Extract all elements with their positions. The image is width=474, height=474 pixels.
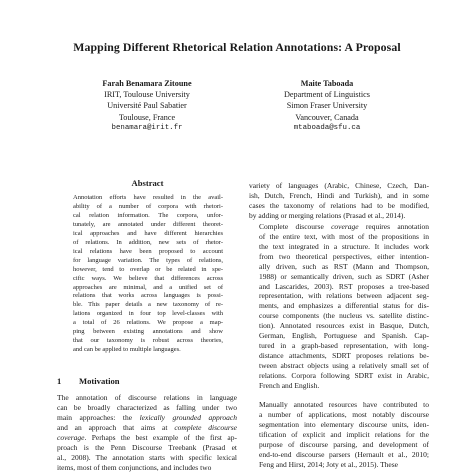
- author-block-2: [232, 78, 422, 134]
- text-line: representation, with relations between adjacent seg-: [259, 291, 429, 301]
- text-line: cal relation information. The corpora, unfor-: [73, 211, 223, 219]
- author-affiliation-line: Université Paul Sabatier: [107, 101, 187, 111]
- author-name: Maite Taboada: [300, 79, 354, 88]
- author-email: benamara@irit.fr: [111, 123, 183, 132]
- text-line: Manually annotated resources have contributed to: [259, 400, 429, 410]
- text-line: cases the taxonomy of relations had to be modified,: [249, 200, 429, 210]
- text-line: that our taxonomy is robust across theories,: [73, 337, 223, 345]
- text-line: and Lascarides, 2003). RST proposes a tree-based: [259, 281, 429, 291]
- text-line: from two theoretical perspectives, either intention-: [259, 251, 429, 261]
- author-block-1: [52, 78, 242, 134]
- text-line: and an approach that aims at complete discourse: [57, 422, 237, 432]
- text-line: distance attachments, SDRT proposes relations be-: [259, 351, 429, 361]
- text-line: tured in a graph-based representation, with long-: [259, 341, 429, 351]
- motivation-body: [57, 393, 237, 473]
- text-line: cific ways. We believe that differences across: [73, 274, 223, 282]
- text-line: ble. This paper details a new taxonomy of re-: [73, 301, 223, 309]
- paper-title: Mapping Different Rhetorical Relation Annotations: A Proposal: [73, 40, 401, 54]
- text-line: and can be applied to multiple languages.: [73, 346, 181, 354]
- text-line: tion). Annotated resources exist in Basque, Dutch,: [259, 321, 429, 331]
- right-column: [249, 181, 429, 470]
- abstract-body: [73, 194, 223, 355]
- text-line: Feng and Hirst, 2014; Joty et al., 2015). These: [259, 459, 399, 469]
- text-line: items, most of them conjunctions, and includes two: [57, 462, 212, 472]
- text-line: 1988) or semantically driven, such as SDRT (Asher: [259, 271, 429, 281]
- text-line: Complete discourse coverage requires annotation: [259, 221, 429, 231]
- text-line: lations organized in four top level-classes with: [73, 310, 223, 318]
- text-line: segmentation into elementary discourse units, iden-: [259, 419, 429, 429]
- text-line: coverage. Perhaps the best example of the first ap-: [57, 432, 237, 442]
- text-line: relations. Corpora following SDRT exist in Arabic,: [259, 371, 429, 381]
- text-line: of the entire text, with most of the propositions in: [259, 231, 429, 241]
- text-line: purpose of discourse parsing, and development of: [259, 439, 429, 449]
- text-line: The annotation of discourse relations in language: [57, 393, 237, 402]
- text-line: ally driven, such as RST (Mann and Thompson,: [259, 261, 429, 271]
- text-line: ments, and emphasizes a differential status for dis-: [259, 301, 429, 311]
- text-line: however, tend to overlap or be related in spe-: [73, 265, 223, 273]
- text-line: ability of a number of corpora with rhetori-: [73, 202, 223, 210]
- paragraph: [249, 222, 429, 391]
- text-line: variety of languages (Arabic, Chinese, Czech, Dan-: [249, 181, 429, 190]
- section-number: 1: [57, 376, 62, 386]
- section-heading: [57, 376, 237, 386]
- section-title: Motivation: [79, 376, 120, 386]
- paragraph: [249, 181, 429, 221]
- text-line: proach is the Penn Discourse Treebank (Prasad et: [57, 442, 237, 452]
- text-line: of relations. In addition, new sets of rhetor-: [73, 238, 223, 246]
- text-line: tween abstract objects using a relatively small set of: [259, 361, 429, 371]
- author-affiliation-line: Department of Linguistics: [284, 90, 370, 100]
- author-affiliation-line: IRIT, Toulouse University: [104, 90, 190, 100]
- author-affiliation-line: Toulouse, France: [118, 112, 176, 122]
- author-affiliation-line: Simon Fraser University: [286, 101, 368, 111]
- text-line: main approaches: the lexically grounded approach: [57, 412, 237, 422]
- text-line: approaches are minimal, and a unified set of: [73, 283, 223, 291]
- text-line: the text integrated in a structure. It includes work: [259, 241, 429, 251]
- text-line: for language variation. The types of relations,: [73, 256, 223, 264]
- abstract-heading: Abstract: [131, 178, 164, 188]
- text-line: al., 2008). The annotation starts with specific lexical: [57, 452, 237, 462]
- author-affiliation-line: Vancouver, Canada: [295, 112, 359, 122]
- text-line: ical relations have been proposed to account: [73, 247, 223, 255]
- author-name: Farah Benamara Zitoune: [102, 79, 192, 88]
- text-line: end-to-end discourse parsers (Hernault et al., 2010;: [259, 449, 429, 459]
- text-line: tunately, are annotated under different theoret-: [73, 220, 223, 228]
- text-line: by adding or merging relations (Prasad et al., 2014).: [249, 210, 406, 220]
- text-line: Annotation efforts have resulted in the avail-: [73, 194, 223, 201]
- paragraph: [249, 400, 429, 470]
- author-email: mtaboada@sfu.ca: [293, 123, 361, 132]
- text-line: ical approaches and have different hierarchies: [73, 229, 223, 237]
- text-line: relations that works across languages is possi-: [73, 292, 223, 300]
- text-line: a total of 26 relations. We propose a map-: [73, 319, 223, 327]
- text-line: ish, Dutch, French, Hindi and Turkish), and in some: [249, 190, 429, 200]
- text-line: tification of explicit and implicit relations for the: [259, 429, 429, 439]
- text-line: a number of applications, most notably discourse: [259, 409, 429, 419]
- text-line: ping between existing annotations and show: [73, 328, 223, 336]
- text-line: can be broadly characterized as falling under two: [57, 402, 237, 412]
- text-line: French and English.: [259, 381, 320, 391]
- text-line: course components (the nucleus vs. satellite distinc-: [259, 311, 429, 321]
- text-line: German, English, Portuguese and Spanish. Cap-: [259, 331, 429, 341]
